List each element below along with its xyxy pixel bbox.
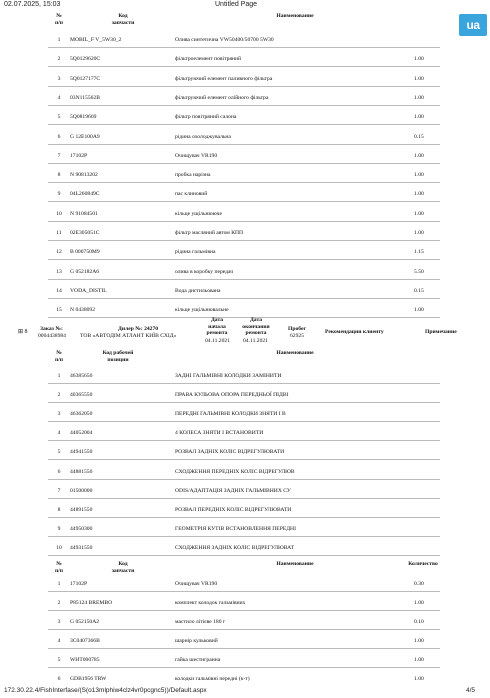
row-divider: [48, 86, 440, 87]
works-cell-code: 44881550: [70, 468, 93, 475]
parts2-cell-qty: 0.30: [414, 581, 424, 587]
parts-cell-name: фільтр повітряний салона: [175, 114, 237, 121]
works-table-row: [0, 488, 490, 495]
parts-cell-code: 17102P: [70, 152, 88, 159]
parts-cell-qty: 1.00: [414, 75, 424, 82]
parts2-cell-qty: 1.00: [414, 676, 424, 682]
mileage-label: Пробег: [288, 326, 307, 332]
parts2_header-header-qty: Количество: [408, 561, 438, 567]
parts-cell-code: 02E305051C: [70, 230, 100, 236]
parts_header-header-name: Наименование: [276, 13, 314, 19]
parts-cell-n: 3: [57, 75, 61, 82]
works-cell-code: 44931550: [70, 544, 93, 551]
row-divider: [48, 201, 440, 202]
works-cell-code: 46362050: [70, 411, 93, 418]
parts2-table-row: [0, 638, 490, 645]
parts-cell-qty: 1.00: [414, 172, 424, 179]
repair-end-value: 04.11.2021: [243, 338, 268, 344]
works-cell-name: ГЕОМЕТРІЯ КУТІВ ВСТАНОВЛЕННЯ ПЕРЕДНІ: [175, 525, 296, 532]
parts-cell-name: олива в коробку передач: [175, 268, 234, 275]
row-divider: [48, 105, 440, 106]
row-divider: [48, 402, 440, 403]
parts-table-row: [0, 269, 490, 276]
works-cell-code: 44941550: [70, 449, 93, 456]
works-cell-name: РОЗВАЛ ПЕРЕДНІХ КОЛІС ВІДРЕГУЛЮВАТИ: [175, 506, 292, 513]
parts-table-row: [0, 95, 490, 102]
parts2-cell-name: гайка шестигранна: [175, 657, 221, 663]
row-divider: [48, 221, 440, 222]
parts-cell-name: фільтруючий елемент олійного фільтра: [175, 94, 269, 101]
parts-cell-qty: 1.00: [414, 230, 424, 236]
parts2-cell-n: 6: [57, 676, 61, 682]
row-divider: [48, 536, 440, 537]
parts-cell-n: 9: [57, 191, 61, 198]
parts-cell-code: G 052182A6: [70, 268, 100, 275]
row-divider: [48, 610, 440, 611]
row-divider: [48, 421, 440, 422]
works-cell-name: СХОДЖЕННЯ ПЕРЕДНІХ КОЛІС ВІДРЕГУЛЮВ: [175, 468, 295, 475]
row-divider: [48, 667, 440, 668]
works-cell-n: 6: [57, 468, 61, 475]
works-cell-name: 4 КОЛЕСА ЗНЯТИ І ВСТАНОВИТИ: [175, 430, 264, 437]
parts-table-row: [0, 249, 490, 256]
parts-cell-code: G 12E100A9: [70, 133, 100, 140]
parts-cell-code: 5Q0127177C: [70, 75, 101, 82]
notes-label: Примечание: [425, 329, 457, 335]
dealer-value: ТОВ «АВТОДІМ АТЛАНТ КИЇВ СХІД»: [80, 333, 177, 339]
parts2-cell-code: 17102P: [70, 581, 88, 587]
parts-cell-code: VODA_DISTIL: [70, 287, 107, 294]
parts-cell-name: фільтруючий елемент паливного фільтра: [175, 75, 273, 82]
works-table-row: [0, 373, 490, 380]
row-divider: [48, 591, 440, 592]
browser-print-footer: [0, 686, 490, 696]
parts-cell-qty: 0.15: [414, 133, 424, 140]
works-cell-n: 2: [57, 392, 61, 399]
works-cell-n: 1: [57, 373, 61, 379]
row-divider: [48, 498, 440, 499]
works-cell-n: 3: [57, 411, 61, 418]
row-divider: [48, 479, 440, 480]
parts2-cell-n: 1: [57, 581, 61, 587]
parts-cell-qty: 1.15: [414, 249, 424, 256]
parts2_header-header-code: Код запчасти: [111, 561, 135, 574]
parts2-cell-code: G 052150A2: [70, 619, 100, 625]
works-table-row: [0, 545, 490, 552]
row-divider: [48, 66, 440, 67]
parts-cell-n: 15: [56, 307, 62, 314]
row-divider: [48, 144, 440, 145]
dealer-label: Дилер №: 24270: [118, 326, 159, 332]
parts-cell-qty: 1.00: [414, 56, 424, 63]
parts2-cell-name: колодки гальмівні передні (к-т): [175, 676, 250, 682]
parts-cell-code: 5Q0129620C: [70, 56, 101, 63]
parts-table-row: [0, 172, 490, 179]
parts2-cell-name: комплект колодок гальмівних: [175, 600, 246, 606]
row-divider: [48, 298, 440, 299]
parts2-table-row: [0, 657, 490, 664]
parts-table-row: [0, 211, 490, 218]
works-cell-name: РОЗВАЛ ЗАДНІХ КОЛІС ВІДРЕГУЛЮВАТИ: [175, 449, 285, 456]
row-divider: [48, 629, 440, 630]
row-divider: [48, 279, 440, 280]
parts2-cell-name: шарнір кульковий: [175, 638, 218, 644]
parts-table-row: [0, 288, 490, 295]
parts-cell-code: B 000750M9: [70, 249, 100, 256]
parts-cell-code: N 91084501: [70, 210, 98, 217]
site-logo-watermark: ua: [459, 14, 487, 36]
parts-table-row: [0, 114, 490, 121]
order-number-value: 0004438984: [38, 333, 66, 339]
parts-cell-n: 6: [57, 133, 61, 140]
row-divider: [48, 182, 440, 183]
parts-cell-qty: 1.00: [414, 152, 424, 159]
row-divider: [48, 124, 440, 125]
works-cell-n: 8: [57, 506, 61, 513]
parts-cell-qty: 1.00: [414, 191, 424, 198]
works-cell-name: ODIS/АДАПТАЦІЯ ЗАДНІХ ГАЛЬМІВНИХ СУ: [175, 487, 291, 494]
parts2-cell-n: 3: [57, 619, 61, 625]
parts-cell-name: кільце ущільнювальне: [175, 307, 229, 314]
parts-cell-name: рідина гальмівна: [175, 249, 216, 256]
parts-cell-name: пас клиновий: [175, 191, 208, 198]
parts-cell-name: рідина охолоджувальна: [175, 133, 231, 140]
works_header-header-n: № п/п: [54, 350, 63, 363]
parts-cell-n: 12: [56, 249, 62, 256]
order-number-label: Заказ №:: [40, 326, 63, 332]
parts-cell-qty: 1.00: [414, 210, 424, 217]
parts-cell-qty: 1.00: [414, 114, 424, 121]
parts2-table-row: [0, 619, 490, 626]
parts2-table-row: [0, 600, 490, 607]
row-divider: [48, 383, 440, 384]
parts2-cell-code: GDB1956 TRW: [70, 676, 107, 682]
parts2-cell-code: P85124 BREMBO: [70, 600, 113, 606]
row-divider: [48, 648, 440, 649]
works-cell-n: 10: [56, 544, 62, 551]
parts-table-row: [0, 153, 490, 160]
parts_header-header-n: № п/п: [54, 13, 63, 26]
parts-table-row: [0, 230, 490, 237]
row-divider: [48, 459, 440, 460]
works-cell-name: СХОДЖЕННЯ ЗАДНІХ КОЛІС ВІДРЕГУЛЮВАТ: [175, 544, 295, 551]
parts2-cell-qty: 0.10: [414, 619, 424, 625]
works-cell-code: 44950300: [70, 525, 93, 532]
works-cell-n: 4: [57, 430, 61, 437]
parts-table-row: [0, 56, 490, 63]
works-table-row: [0, 469, 490, 476]
print-page-number: 4/5: [466, 687, 476, 694]
works-cell-code: 44052004: [70, 430, 93, 437]
parts2-table-row: [0, 676, 490, 683]
parts-table-row: [0, 134, 490, 141]
works_header-header-code: Код рабочей позиции: [102, 350, 134, 363]
recommendations-label: Рекомендации клиенту: [325, 329, 384, 335]
row-divider: [48, 259, 440, 260]
works-table-row: [0, 449, 490, 456]
parts-cell-code: 03N115562B: [70, 94, 100, 101]
row-divider: [48, 440, 440, 441]
parts2-table-row: [0, 581, 490, 588]
works-cell-name: ЗАДНІ ГАЛЬМІВНІ КОЛОДКИ ЗАМІНИТИ: [175, 373, 282, 379]
works-cell-name: ПРАВА КУЛЬОВА ОПОРА ПЕРЕДНЬОЇ ПІДВІ: [175, 392, 289, 399]
parts-cell-n: 1: [57, 37, 61, 43]
works-cell-code: 40365550: [70, 392, 93, 399]
works-cell-n: 7: [57, 487, 61, 494]
parts-table-row: [0, 191, 490, 198]
parts-cell-name: фільтр масляний автом КПП: [175, 230, 244, 236]
parts-cell-name: Вода дистильована: [175, 287, 221, 294]
parts-cell-n: 8: [57, 172, 61, 179]
parts-cell-name: Очищувач VR190: [175, 152, 218, 159]
parts_header-header-code: Код запчасти: [111, 13, 135, 26]
parts-cell-qty: 1.00: [414, 307, 424, 314]
parts-cell-n: 13: [56, 268, 62, 275]
repair-start-label: Дата начала ремонта: [206, 317, 228, 336]
works-cell-code: 01500000: [70, 487, 93, 494]
parts2-cell-n: 4: [57, 638, 61, 644]
parts2-cell-n: 2: [57, 600, 61, 606]
works-cell-n: 5: [57, 449, 61, 456]
parts-cell-name: кільце ущільнююче: [175, 210, 222, 217]
works-table-row: [0, 411, 490, 418]
parts-table-row: [0, 37, 490, 44]
parts-cell-code: N 90813202: [70, 172, 98, 179]
parts-cell-name: пробка нарізна: [175, 172, 211, 179]
mileage-value: 62925: [290, 333, 304, 339]
repair-end-label: Дата окончания ремонта: [242, 317, 270, 336]
row-divider: [48, 555, 440, 556]
parts-cell-name: фільтроелемент повітряний: [175, 56, 241, 63]
parts-cell-n: 11: [56, 230, 62, 236]
works-table-row: [0, 526, 490, 533]
parts2_header-header-n: № п/п: [54, 561, 63, 574]
parts-cell-n: 4: [57, 94, 61, 101]
works-table-row: [0, 392, 490, 399]
parts-cell-n: 14: [56, 287, 62, 294]
parts2-cell-n: 5: [57, 657, 61, 663]
print-page-title: Untitled Page: [215, 1, 258, 8]
parts-cell-n: 2: [57, 56, 61, 63]
row-divider: [48, 47, 440, 48]
parts-cell-n: 7: [57, 152, 61, 159]
parts2-cell-code: WHT000785: [70, 657, 100, 663]
parts2-cell-name: мастило літієве 180 г: [175, 619, 226, 625]
parts-table-row: [0, 307, 490, 314]
parts2-cell-qty: 1.00: [414, 600, 424, 606]
parts2-cell-qty: 1.00: [414, 638, 424, 644]
parts-cell-n: 5: [57, 114, 61, 121]
works-table-row: [0, 430, 490, 437]
browser-print-header: [0, 0, 490, 10]
parts-cell-n: 10: [56, 210, 62, 217]
works_header-header-name: Наименование: [276, 350, 314, 356]
parts2-cell-qty: 1.00: [414, 657, 424, 663]
parts-cell-code: 5Q0819669: [70, 114, 97, 121]
parts-cell-code: 04L260849C: [70, 191, 100, 198]
row-divider: [48, 240, 440, 241]
works-cell-n: 9: [57, 525, 61, 532]
parts-cell-name: Олива синтетична VW50400/50700 5W30: [175, 37, 274, 43]
parts-table-row: [0, 76, 490, 83]
works-cell-name: ПЕРЕДНІ ГАЛЬМІВНІ КОЛОДКИ ЗНЯТИ І В: [175, 411, 286, 418]
parts-cell-qty: 1.00: [414, 94, 424, 101]
works-table-row: [0, 507, 490, 514]
row-divider: [48, 163, 440, 164]
parts2_header-header-name: Наименование: [276, 561, 314, 567]
parts-cell-qty: 0.15: [414, 287, 424, 294]
parts2-cell-name: Очищувач VR190: [175, 581, 218, 587]
works-cell-code: 44891550: [70, 506, 93, 513]
parts-cell-code: N 0438092: [70, 307, 96, 314]
repair-start-value: 04.11.2021: [205, 338, 230, 344]
parts2-cell-code: 3C0407366B: [70, 638, 100, 644]
works-cell-code: 46385650: [70, 373, 93, 379]
print-url: 172.30.22.4/FishInterfase/(S(o13mlphiw4clz4vr0pcgnc5))/Default.aspx: [4, 687, 207, 694]
order-expand-marker: ⊞ 8: [18, 329, 28, 335]
parts-cell-code: MOBIL_F V_5W30_2: [70, 37, 122, 43]
row-divider: [48, 517, 440, 518]
print-datetime: 02.07.2025, 15:03: [4, 1, 61, 8]
parts-cell-qty: 5.50: [414, 268, 424, 275]
